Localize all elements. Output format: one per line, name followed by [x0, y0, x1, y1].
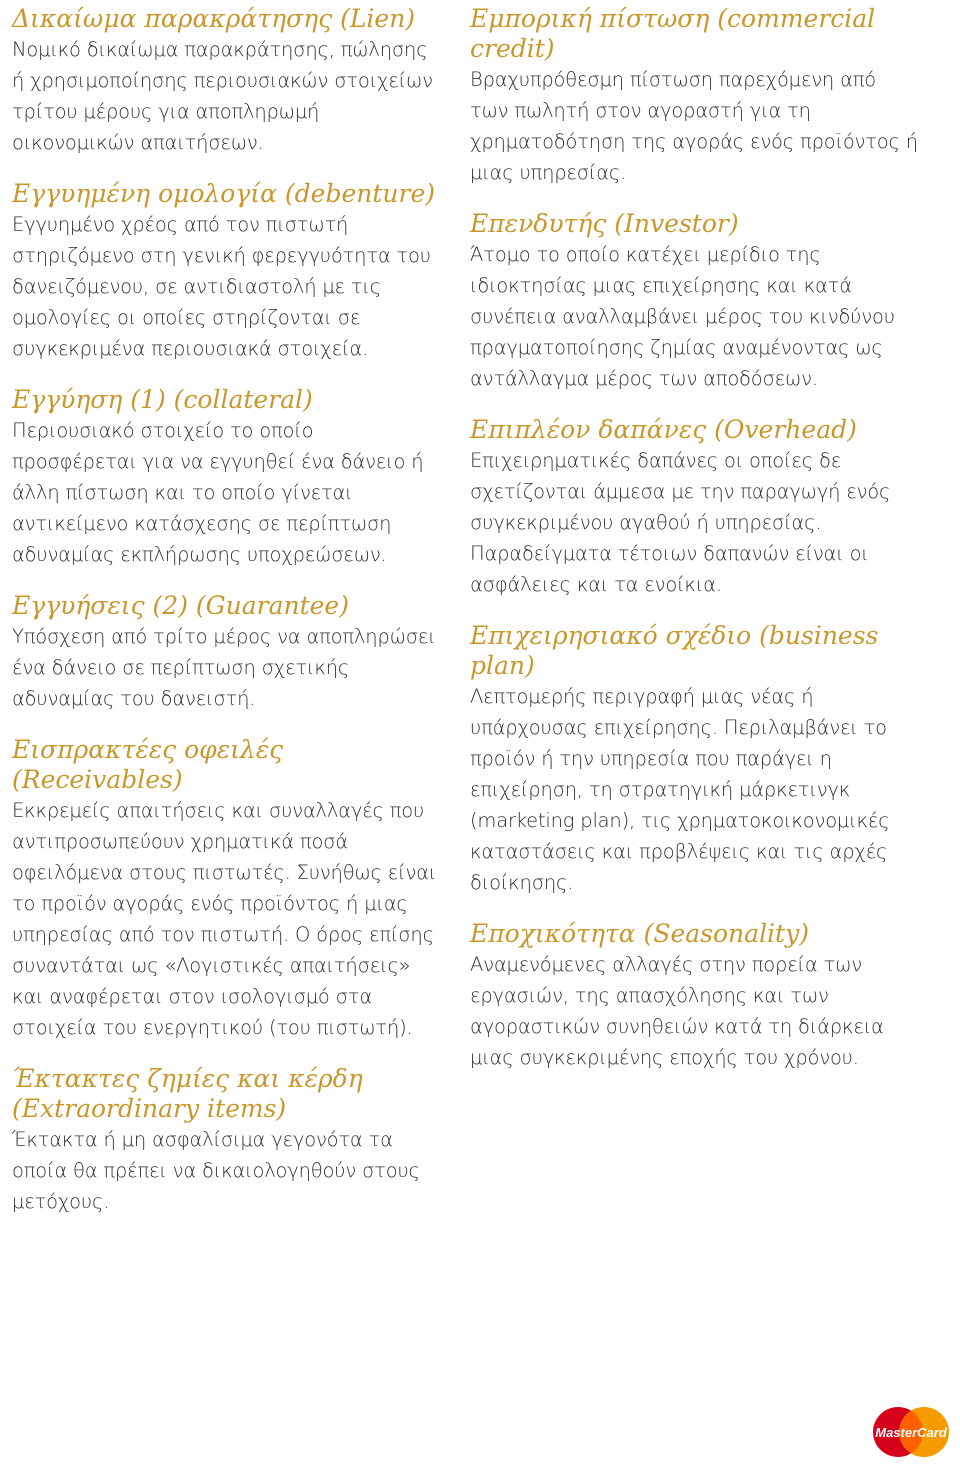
glossary-entry-investor: [470, 209, 920, 394]
term-definition: Βραχυπρόθεσμη πίστωση παρεχόμενη από των πωλητή στον αγοραστή για τη χρηματοδότηση της αγοράς ενός προϊόντος ή μιας υπηρεσίας.: [470, 68, 918, 184]
glossary-entry-receivables: [12, 735, 442, 1043]
glossary-entry-business-plan: [470, 621, 920, 898]
term-definition: Αναμενόμενες αλλαγές στην πορεία των εργασιών, της απασχόλησης και των αγοραστικών συνηθειών κατά τη διάρκεια μιας συγκεκριμένης εποχής του χρόνου.: [470, 953, 884, 1069]
term-heading: Δικαίωμα παρακράτησης (Lien): [12, 4, 416, 33]
glossary-entry-seasonality: [470, 919, 920, 1073]
term-heading: Εισπρακτέες οφειλές (Receivables): [12, 735, 284, 794]
term-heading: Επιπλέον δαπάνες (Overhead): [470, 415, 857, 444]
term-heading: Εμπορική πίστωση (commercial credit): [470, 4, 876, 63]
glossary-entry-commercial-credit: [470, 4, 920, 188]
term-definition: Εγγυημένο χρέος από τον πιστωτή στηριζόμενο στη γενική φερεγγυότητα του δανειζόμενου, σε αντιδιαστολή με τις ομολογίες οι οποίες στηρίζονται σε συγκεκριμένα περιουσιακά στοιχεία.: [12, 213, 431, 360]
glossary-entry-debenture: [12, 179, 442, 364]
right-column: [470, 4, 920, 1094]
term-definition: Εκκρεμείς απαιτήσεις και συναλλαγές που αντιπροσωπεύουν χρηματικά ποσά οφειλόμενα στους πιστωτές. Συνήθως είναι το προϊόν αγοράς ενός προϊόντος ή μιας υπηρεσίας από τον πιστωτή. Ο όρος επίσης συναντάται ως «Λογιστικές απαιτήσεις» και αναφέρεται στον ισολογισμό στα στοιχεία του ενεργητικού (του πιστωτή).: [12, 799, 437, 1039]
term-definition: Άτομο το οποίο κατέχει μερίδιο της ιδιοκτησίας μιας επιχείρησης και κατά συνέπεια αναλλαμβάνει μέρος του κινδύνου πραγματοποίησης ζημίας αναμένοντας ως αντάλλαγμα μέρος των αποδόσεων.: [470, 243, 895, 390]
term-definition: Έκτακτα ή μη ασφαλίσιμα γεγονότα τα οποία θα πρέπει να δικαιολογηθούν στους μετόχους.: [12, 1128, 420, 1213]
term-heading: Εγγύηση (1) (collateral): [12, 385, 313, 414]
glossary-entry-lien: [12, 4, 442, 158]
glossary-entry-overhead: [470, 415, 920, 600]
logo-wordmark: MasterCard: [875, 1425, 947, 1440]
term-heading: Επενδυτής (Investor): [470, 209, 739, 238]
mastercard-logo-icon: [871, 1406, 951, 1458]
term-definition: Υπόσχεση από τρίτο μέρος να αποπληρώσει ένα δάνειο σε περίπτωση σχετικής αδυναμίας του δανειστή.: [12, 625, 436, 710]
term-definition: Νομικό δικαίωμα παρακράτησης, πώλησης ή χρησιμοποίησης περιουσιακών στοιχείων τρίτου μέρους για αποπληρωμή οικονομικών απαιτήσεων.: [12, 38, 433, 154]
term-heading: Εποχικότητα (Seasonality): [470, 919, 809, 948]
term-definition: Επιχειρηματικές δαπάνες οι οποίες δε σχετίζονται άμμεσα με την παραγωγή ενός συγκεκριμένου αγαθού ή υπηρεσίας. Παραδείγματα τέτοιων δαπανών είναι οι ασφάλειες και τα ενοίκια.: [470, 449, 891, 596]
glossary-entry-extraordinary-items: [12, 1064, 442, 1217]
term-heading: Επιχειρησιακό σχέδιο (business plan): [470, 621, 879, 680]
term-definition: Περιουσιακό στοιχείο το οποίο προσφέρεται για να εγγυηθεί ένα δάνειο ή άλλη πίστωση και το οποίο γίνεται αντικείμενο κατάσχεσης σε περίπτωση αδυναμίας εκπλήρωσης υποχρεώσεων.: [12, 419, 424, 566]
term-definition: Λεπτομερής περιγραφή μιας νέας ή υπάρχουσας επιχείρησης. Περιλαμβάνει το προϊόν ή την υπηρεσία που παράγει η επιχείρηση, τη στρατηγική μάρκετινγκ (marketing plan), τις χρηματοκοικονομικές καταστάσεις και προβλέψεις και τις αρχές διοίκησης.: [470, 685, 890, 894]
glossary-entry-guarantee: [12, 591, 442, 714]
left-column: [12, 4, 442, 1238]
term-heading: Έκτακτες ζημίες και κέρδη (Extraordinary items): [12, 1064, 363, 1123]
glossary-entry-collateral: [12, 385, 442, 570]
term-heading: Εγγυημένη ομολογία (debenture): [12, 179, 436, 208]
term-heading: Εγγυήσεις (2) (Guarantee): [12, 591, 349, 620]
